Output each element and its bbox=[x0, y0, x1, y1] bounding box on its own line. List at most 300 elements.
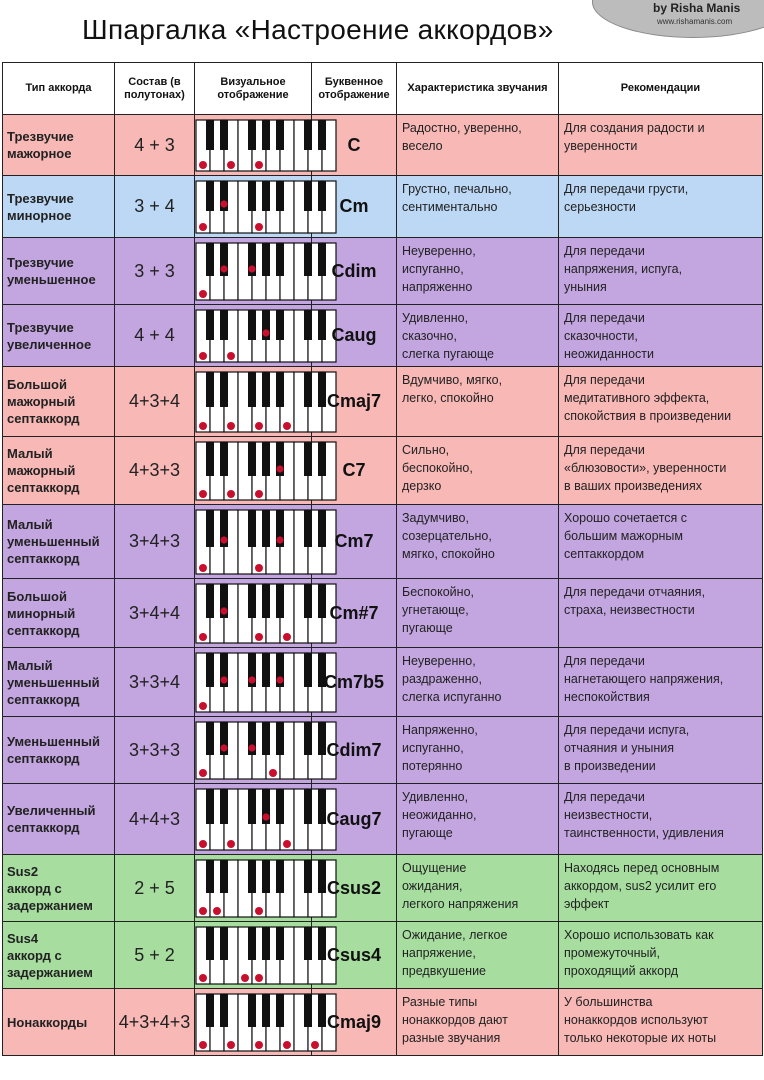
text-line: беспокойно, bbox=[402, 461, 473, 475]
text-line: Для передачи отчаяния, bbox=[564, 585, 706, 599]
pressed-key-dot bbox=[199, 223, 207, 231]
chord-type bbox=[3, 305, 115, 367]
chord-character bbox=[397, 238, 559, 305]
text-line: задержанием bbox=[7, 897, 93, 913]
chord-letter: Cm7 bbox=[312, 505, 397, 579]
text-line: Для передачи bbox=[564, 373, 645, 387]
pressed-key-dot bbox=[276, 465, 283, 472]
piano-keyboard bbox=[195, 119, 337, 172]
black-key bbox=[248, 860, 256, 893]
pressed-key-dot bbox=[227, 490, 235, 498]
text-line: слегка пугающе bbox=[402, 347, 494, 361]
chord-visual bbox=[195, 855, 312, 922]
chord-type bbox=[3, 437, 115, 505]
chord-character bbox=[397, 717, 559, 784]
chord-semitones: 3+4+3 bbox=[115, 505, 195, 579]
chord-recommendation bbox=[559, 855, 763, 922]
text-line: Для передачи bbox=[564, 790, 645, 804]
black-key bbox=[248, 442, 256, 476]
text-line: неожиданности bbox=[564, 347, 654, 361]
chord-visual bbox=[195, 648, 312, 717]
text-line: Хорошо использовать как bbox=[564, 928, 714, 942]
chord-type bbox=[3, 989, 115, 1056]
text-line: раздраженно, bbox=[402, 672, 482, 686]
pressed-key-dot bbox=[220, 536, 227, 543]
chord-visual bbox=[195, 784, 312, 855]
text-line: сентиментально bbox=[402, 200, 498, 214]
chord-character bbox=[397, 505, 559, 579]
text-line: Сильно, bbox=[402, 443, 450, 457]
text-line: мажорное bbox=[7, 146, 72, 161]
chord-row bbox=[3, 305, 763, 367]
text-line: септаккорд bbox=[7, 480, 80, 495]
chord-character bbox=[397, 989, 559, 1056]
text-line: слегка испуганно bbox=[402, 690, 502, 704]
black-key bbox=[318, 372, 326, 407]
text-line: отчаяния и уныния bbox=[564, 741, 675, 755]
page-title: Шпаргалка «Настроение аккордов» bbox=[82, 14, 554, 45]
pressed-key-dot bbox=[220, 200, 227, 207]
chord-semitones: 4+4+3 bbox=[115, 784, 195, 855]
chord-letter: Caug bbox=[312, 305, 397, 367]
text-line: сказочно, bbox=[402, 329, 457, 343]
black-key bbox=[206, 372, 214, 407]
text-line: Беспокойно, bbox=[402, 585, 474, 599]
black-key bbox=[206, 994, 214, 1027]
header-recommend: Рекомендации bbox=[559, 63, 763, 115]
text-line: Радостно, уверенно, bbox=[402, 121, 522, 135]
black-key bbox=[220, 860, 228, 893]
header-type: Тип аккорда bbox=[3, 63, 115, 115]
text-line: септаккорд bbox=[7, 411, 80, 426]
text-line: Малый bbox=[7, 446, 53, 461]
black-key bbox=[318, 994, 326, 1027]
chord-letter: Cm7b5 bbox=[312, 648, 397, 717]
chord-row bbox=[3, 115, 763, 176]
text-line: Нонаккорды bbox=[7, 1014, 88, 1030]
pressed-key-dot bbox=[199, 290, 207, 298]
chord-recommendation bbox=[559, 648, 763, 717]
header-semitones: Состав (в полутонах) bbox=[115, 63, 195, 115]
chord-visual bbox=[195, 305, 312, 367]
black-key bbox=[262, 994, 270, 1027]
pressed-key-dot bbox=[283, 1041, 291, 1049]
text-line: задержанием bbox=[7, 964, 93, 980]
chord-row bbox=[3, 579, 763, 648]
black-key bbox=[276, 372, 284, 407]
piano-keyboard bbox=[195, 993, 337, 1052]
text-line: серьезности bbox=[564, 200, 636, 214]
text-line: страха, неизвестности bbox=[564, 603, 695, 617]
chord-recommendation bbox=[559, 238, 763, 305]
text-line: испуганно, bbox=[402, 262, 464, 276]
chord-recommendation bbox=[559, 305, 763, 367]
text-line: сказочности, bbox=[564, 329, 638, 343]
text-line: Ощущение bbox=[402, 861, 467, 875]
black-key bbox=[318, 310, 326, 340]
text-line: септаккорд bbox=[7, 622, 80, 638]
chord-semitones: 3+3+4 bbox=[115, 648, 195, 717]
chord-row bbox=[3, 238, 763, 305]
text-line: уменьшенное bbox=[7, 272, 96, 287]
pressed-key-dot bbox=[241, 974, 249, 982]
pressed-key-dot bbox=[255, 1041, 263, 1049]
pressed-key-dot bbox=[227, 422, 235, 430]
text-line: Напряженно, bbox=[402, 723, 478, 737]
text-line: только некоторые их ноты bbox=[564, 1031, 717, 1045]
piano-keyboard bbox=[195, 509, 337, 575]
pressed-key-dot bbox=[220, 607, 227, 614]
pressed-key-dot bbox=[227, 352, 235, 360]
text-line: мягко, спокойно bbox=[402, 547, 495, 561]
chord-row bbox=[3, 648, 763, 717]
text-line: угнетающе, bbox=[402, 603, 469, 617]
text-line: У большинства bbox=[564, 995, 653, 1009]
pressed-key-dot bbox=[199, 422, 207, 430]
black-key bbox=[276, 584, 284, 618]
chord-letter: C7 bbox=[312, 437, 397, 505]
pressed-key-dot bbox=[227, 161, 235, 169]
chord-row bbox=[3, 855, 763, 922]
chord-semitones: 2 + 5 bbox=[115, 855, 195, 922]
text-line: промежуточный, bbox=[564, 946, 660, 960]
chord-semitones: 4 + 3 bbox=[115, 115, 195, 176]
header-visual: Визуальное отображение bbox=[195, 63, 312, 115]
black-key bbox=[304, 372, 312, 407]
black-key bbox=[262, 860, 270, 893]
pressed-key-dot bbox=[248, 676, 255, 683]
text-line: легко, спокойно bbox=[402, 391, 494, 405]
black-key bbox=[262, 510, 270, 547]
black-key bbox=[318, 927, 326, 960]
chord-type bbox=[3, 648, 115, 717]
text-line: Находясь перед основным bbox=[564, 861, 720, 875]
black-key bbox=[318, 584, 326, 618]
pressed-key-dot bbox=[220, 265, 227, 272]
black-key bbox=[304, 310, 312, 340]
pressed-key-dot bbox=[199, 974, 207, 982]
text-line: аккорд с bbox=[7, 947, 62, 963]
pressed-key-dot bbox=[199, 907, 207, 915]
chord-visual bbox=[195, 579, 312, 648]
black-key bbox=[206, 584, 214, 618]
pressed-key-dot bbox=[199, 161, 207, 169]
pressed-key-dot bbox=[255, 907, 263, 915]
pressed-key-dot bbox=[199, 702, 207, 710]
chord-type bbox=[3, 238, 115, 305]
text-line: уменьшенный bbox=[7, 674, 100, 690]
black-key bbox=[206, 860, 214, 893]
black-key bbox=[220, 310, 228, 340]
black-key bbox=[304, 860, 312, 893]
black-key bbox=[276, 310, 284, 340]
chord-character bbox=[397, 784, 559, 855]
text-line: аккордом, sus2 усилит его bbox=[564, 879, 717, 893]
black-key bbox=[206, 510, 214, 547]
black-key bbox=[318, 722, 326, 755]
text-line: Разные типы bbox=[402, 995, 478, 1009]
piano-keyboard bbox=[195, 652, 337, 713]
chord-visual bbox=[195, 989, 312, 1056]
text-line: разные звучания bbox=[402, 1031, 501, 1045]
piano-keyboard bbox=[195, 859, 337, 918]
piano-keyboard bbox=[195, 926, 337, 985]
pressed-key-dot bbox=[227, 1041, 235, 1049]
chord-letter: C bbox=[312, 115, 397, 176]
chord-type bbox=[3, 505, 115, 579]
chord-visual bbox=[195, 717, 312, 784]
black-key bbox=[262, 722, 270, 755]
text-line: Вдумчиво, мягко, bbox=[402, 373, 503, 387]
black-key bbox=[206, 310, 214, 340]
text-line: проходящий аккорд bbox=[564, 964, 679, 978]
text-line: Для передачи bbox=[564, 311, 645, 325]
text-line: «блюзовости», уверенности bbox=[564, 461, 727, 475]
chord-type bbox=[3, 922, 115, 989]
text-line: уверенности bbox=[564, 139, 638, 153]
header-row bbox=[3, 63, 763, 115]
black-key bbox=[304, 927, 312, 960]
chord-row bbox=[3, 505, 763, 579]
pressed-key-dot bbox=[248, 744, 255, 751]
chord-letter: Csus4 bbox=[312, 922, 397, 989]
pressed-key-dot bbox=[311, 1041, 319, 1049]
black-key bbox=[304, 789, 312, 824]
pressed-key-dot bbox=[283, 422, 291, 430]
black-key bbox=[276, 927, 284, 960]
text-line: мажорный bbox=[7, 394, 76, 409]
text-line: увеличенное bbox=[7, 336, 92, 352]
text-line: аккорд с bbox=[7, 880, 62, 896]
black-key bbox=[276, 789, 284, 824]
text-line: спокойствия в произведении bbox=[564, 409, 732, 423]
pressed-key-dot bbox=[255, 223, 263, 231]
text-line: Для создания радости и bbox=[564, 121, 705, 135]
pressed-key-dot bbox=[269, 769, 277, 777]
pressed-key-dot bbox=[199, 490, 207, 498]
text-line: испуганно, bbox=[402, 741, 464, 755]
piano-keyboard bbox=[195, 583, 337, 644]
black-key bbox=[276, 243, 284, 276]
author-url[interactable]: www.rishamanis.com bbox=[657, 17, 733, 26]
chord-recommendation bbox=[559, 437, 763, 505]
chord-type bbox=[3, 176, 115, 238]
text-line: пугающе bbox=[402, 826, 453, 840]
text-line: септаккордом bbox=[564, 547, 645, 561]
pressed-key-dot bbox=[276, 536, 283, 543]
black-key bbox=[248, 994, 256, 1027]
chord-recommendation bbox=[559, 367, 763, 437]
chord-type bbox=[3, 855, 115, 922]
black-key bbox=[276, 860, 284, 893]
piano-keyboard bbox=[195, 180, 337, 234]
text-line: легкого напряжения bbox=[402, 897, 519, 911]
black-key bbox=[220, 372, 228, 407]
pressed-key-dot bbox=[220, 744, 227, 751]
pressed-key-dot bbox=[255, 490, 263, 498]
chord-visual bbox=[195, 922, 312, 989]
black-key bbox=[318, 181, 326, 211]
black-key bbox=[304, 442, 312, 476]
text-line: септаккорд bbox=[7, 751, 80, 766]
text-line: пугающе bbox=[402, 621, 453, 635]
chord-semitones: 3 + 4 bbox=[115, 176, 195, 238]
text-line: ожидания, bbox=[402, 879, 463, 893]
chord-letter: Caug7 bbox=[312, 784, 397, 855]
chord-letter: Cm#7 bbox=[312, 579, 397, 648]
black-key bbox=[206, 243, 214, 276]
text-line: неспокойствия bbox=[564, 690, 650, 704]
pressed-key-dot bbox=[213, 907, 221, 915]
black-key bbox=[248, 789, 256, 824]
chord-letter: Cmaj9 bbox=[312, 989, 397, 1056]
pressed-key-dot bbox=[255, 633, 263, 641]
chord-semitones: 4+3+3 bbox=[115, 437, 195, 505]
chord-character bbox=[397, 305, 559, 367]
chord-visual bbox=[195, 505, 312, 579]
chord-row bbox=[3, 437, 763, 505]
text-line: Для передачи грусти, bbox=[564, 182, 689, 196]
pressed-key-dot bbox=[283, 840, 291, 848]
black-key bbox=[262, 181, 270, 211]
chord-character bbox=[397, 115, 559, 176]
chord-character bbox=[397, 176, 559, 238]
black-key bbox=[318, 442, 326, 476]
chord-type bbox=[3, 784, 115, 855]
chord-row bbox=[3, 784, 763, 855]
chord-character bbox=[397, 579, 559, 648]
chord-semitones: 4+3+4+3 bbox=[115, 989, 195, 1056]
pressed-key-dot bbox=[199, 840, 207, 848]
text-line: неизвестности, bbox=[564, 808, 653, 822]
header-letter: Буквенное отображение bbox=[312, 63, 397, 115]
black-key bbox=[304, 722, 312, 755]
text-line: Для передачи испуга, bbox=[564, 723, 690, 737]
chord-recommendation bbox=[559, 717, 763, 784]
text-line: Для передачи bbox=[564, 244, 645, 258]
chord-character bbox=[397, 922, 559, 989]
text-line: Трезвучие bbox=[7, 319, 74, 335]
chord-row bbox=[3, 989, 763, 1056]
text-line: Неуверенно, bbox=[402, 654, 476, 668]
black-key bbox=[206, 722, 214, 755]
text-line: Sus4 bbox=[7, 930, 39, 946]
black-key bbox=[262, 243, 270, 276]
pressed-key-dot bbox=[255, 564, 263, 572]
pressed-key-dot bbox=[248, 265, 255, 272]
chord-row bbox=[3, 176, 763, 238]
black-key bbox=[304, 994, 312, 1027]
chord-table bbox=[2, 62, 763, 1056]
text-line: Трезвучие bbox=[7, 190, 74, 206]
pressed-key-dot bbox=[262, 813, 269, 820]
text-line: Увеличенный bbox=[7, 803, 96, 818]
text-line: напряжения, испуга, bbox=[564, 262, 683, 276]
black-key bbox=[304, 120, 312, 150]
black-key bbox=[248, 120, 256, 150]
black-key bbox=[262, 653, 270, 687]
pressed-key-dot bbox=[255, 974, 263, 982]
pressed-key-dot bbox=[199, 769, 207, 777]
black-key bbox=[248, 181, 256, 211]
text-line: Хорошо сочетается с bbox=[564, 511, 688, 525]
black-key bbox=[276, 181, 284, 211]
text-line: мажорный bbox=[7, 463, 76, 478]
text-line: Задумчиво, bbox=[402, 511, 469, 525]
text-line: Трезвучие bbox=[7, 129, 74, 144]
author-name: by Risha Manis bbox=[653, 1, 741, 15]
text-line: Трезвучие bbox=[7, 255, 74, 270]
chord-letter: Cm bbox=[312, 176, 397, 238]
black-key bbox=[318, 120, 326, 150]
chord-letter: Cmaj7 bbox=[312, 367, 397, 437]
chord-semitones: 3+4+4 bbox=[115, 579, 195, 648]
text-line: уменьшенный bbox=[7, 534, 100, 549]
chord-recommendation bbox=[559, 784, 763, 855]
pressed-key-dot bbox=[220, 676, 227, 683]
black-key bbox=[262, 442, 270, 476]
piano-keyboard bbox=[195, 309, 337, 363]
text-line: Удивленно, bbox=[402, 311, 469, 325]
text-line: созерцательно, bbox=[402, 529, 492, 543]
text-line: нагнетающего напряжения, bbox=[564, 672, 724, 686]
black-key bbox=[304, 510, 312, 547]
chord-letter: Cdim7 bbox=[312, 717, 397, 784]
black-key bbox=[318, 860, 326, 893]
black-key bbox=[248, 310, 256, 340]
chord-letter: Cdim bbox=[312, 238, 397, 305]
chord-recommendation bbox=[559, 505, 763, 579]
text-line: Неуверенно, bbox=[402, 244, 476, 258]
text-line: Удивленно, bbox=[402, 790, 469, 804]
black-key bbox=[304, 181, 312, 211]
pressed-key-dot bbox=[276, 676, 283, 683]
text-line: минорный bbox=[7, 605, 76, 621]
piano-keyboard bbox=[195, 441, 337, 501]
black-key bbox=[262, 584, 270, 618]
black-key bbox=[318, 510, 326, 547]
chord-character bbox=[397, 855, 559, 922]
piano-keyboard bbox=[195, 371, 337, 433]
pressed-key-dot bbox=[283, 633, 291, 641]
pressed-key-dot bbox=[262, 329, 269, 336]
chord-recommendation bbox=[559, 176, 763, 238]
chord-recommendation bbox=[559, 989, 763, 1056]
pressed-key-dot bbox=[227, 840, 235, 848]
chord-visual bbox=[195, 437, 312, 505]
black-key bbox=[276, 120, 284, 150]
text-line: септаккорд bbox=[7, 691, 80, 707]
black-key bbox=[220, 927, 228, 960]
chord-semitones: 3 + 3 bbox=[115, 238, 195, 305]
pressed-key-dot bbox=[255, 161, 263, 169]
piano-keyboard bbox=[195, 721, 337, 780]
chord-row bbox=[3, 922, 763, 989]
chord-semitones: 3+3+3 bbox=[115, 717, 195, 784]
text-line: Для передачи bbox=[564, 654, 645, 668]
chord-visual bbox=[195, 115, 312, 176]
black-key bbox=[220, 994, 228, 1027]
chord-rows bbox=[3, 115, 763, 1056]
black-key bbox=[206, 927, 214, 960]
text-line: медитативного эффекта, bbox=[564, 391, 710, 405]
piano-keyboard bbox=[195, 242, 337, 301]
chord-letter: Csus2 bbox=[312, 855, 397, 922]
text-line: неожиданно, bbox=[402, 808, 477, 822]
text-line: эффект bbox=[564, 897, 610, 911]
chord-type bbox=[3, 717, 115, 784]
text-line: большим мажорным bbox=[564, 529, 684, 543]
